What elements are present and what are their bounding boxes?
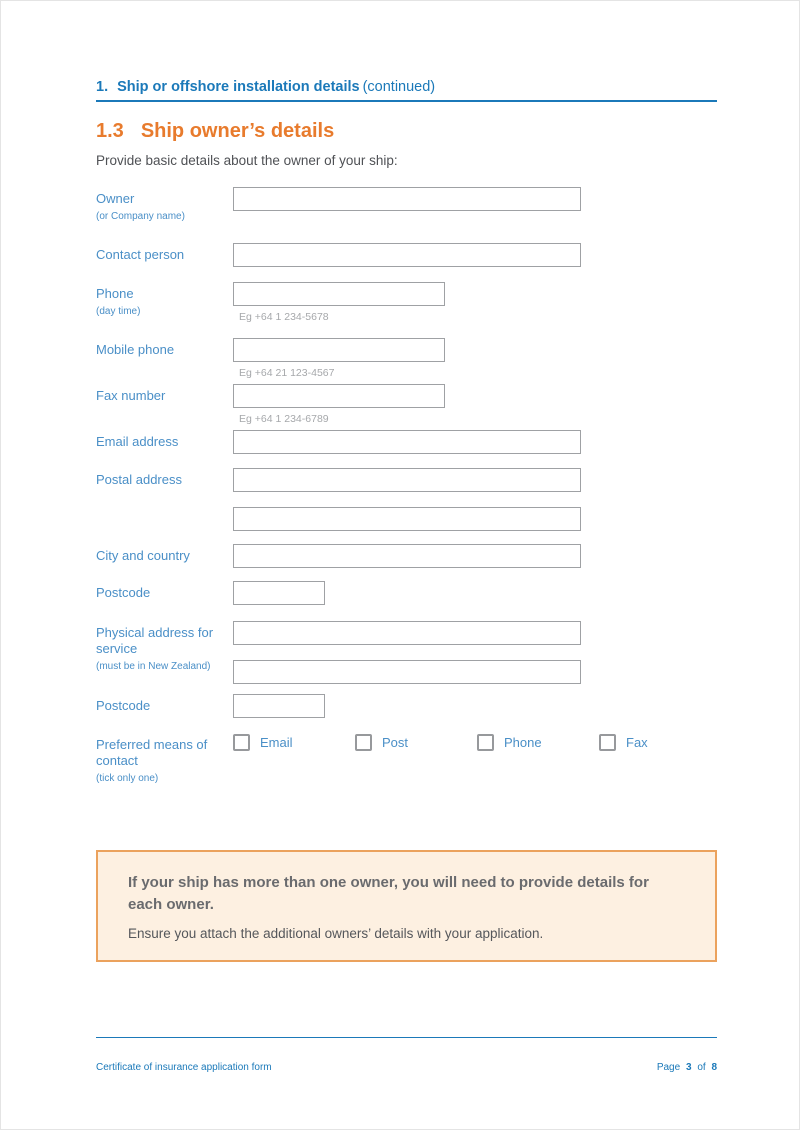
postcode-2-label-col bbox=[96, 694, 233, 714]
email-checkbox[interactable] bbox=[233, 734, 250, 751]
field-row-postcode-1 bbox=[96, 581, 717, 621]
contact-person-input[interactable] bbox=[233, 243, 581, 267]
preferred-contact-sublabel: (tick only one) bbox=[96, 773, 159, 784]
field-row-fax-number bbox=[96, 384, 717, 430]
section-header bbox=[96, 78, 717, 96]
physical-address-input-col bbox=[233, 621, 581, 684]
phone-input-col bbox=[233, 282, 445, 323]
phone-checkbox-label: Phone bbox=[504, 735, 542, 750]
physical-address-label: Physical address for service bbox=[96, 625, 214, 656]
contact-person-input-col bbox=[233, 243, 581, 267]
city-country-input[interactable] bbox=[233, 544, 581, 568]
postcode-2-input-col bbox=[233, 694, 325, 718]
subsection-number: 1.3 bbox=[96, 120, 124, 142]
page-indicator bbox=[654, 1062, 717, 1073]
contact-option-email bbox=[233, 734, 355, 751]
field-row-owner bbox=[96, 187, 717, 243]
email-checkbox-label: Email bbox=[260, 735, 293, 750]
physical-address-label-col bbox=[96, 621, 233, 673]
city-country-input-col bbox=[233, 544, 581, 568]
phone-hint: Eg +64 1 234-5678 bbox=[239, 311, 329, 323]
of-word: of bbox=[697, 1062, 706, 1073]
email-label: Email address bbox=[96, 434, 179, 449]
fax-number-input[interactable] bbox=[233, 384, 445, 408]
fax-input-col bbox=[233, 384, 445, 425]
footer-document-title: Certificate of insurance application form bbox=[96, 1062, 272, 1073]
section-number: 1. bbox=[96, 79, 109, 95]
intro-text: Provide basic details about the owner of your ship: bbox=[96, 153, 398, 168]
contact-person-label: Contact person bbox=[96, 247, 185, 262]
page-content bbox=[1, 1, 800, 1073]
owner-sublabel: (or Company name) bbox=[96, 211, 185, 222]
physical-address-input-2[interactable] bbox=[233, 660, 581, 684]
fax-label: Fax number bbox=[96, 388, 166, 403]
owner-details-form bbox=[96, 187, 717, 788]
field-row-preferred-contact bbox=[96, 733, 717, 788]
postal-address-label-col bbox=[96, 468, 233, 488]
page-number: 3 bbox=[685, 1062, 692, 1073]
contact-option-phone bbox=[477, 734, 599, 751]
header-rule bbox=[96, 100, 717, 102]
owner-label-col bbox=[96, 187, 233, 223]
field-row-contact-person bbox=[96, 243, 717, 282]
postcode-1-label-col bbox=[96, 581, 233, 601]
footer-rule bbox=[96, 1037, 717, 1038]
mobile-phone-label-col bbox=[96, 338, 233, 358]
phone-label: Phone bbox=[96, 286, 134, 301]
field-row-city-country bbox=[96, 544, 717, 581]
field-row-phone bbox=[96, 282, 717, 338]
postal-address-input-2[interactable] bbox=[233, 507, 581, 531]
total-pages: 8 bbox=[711, 1062, 717, 1073]
email-address-input[interactable] bbox=[233, 430, 581, 454]
postcode-1-label: Postcode bbox=[96, 585, 151, 600]
page-word: Page bbox=[656, 1062, 681, 1073]
email-input-col bbox=[233, 430, 581, 454]
contact-option-post bbox=[355, 734, 477, 751]
preferred-contact-label-col bbox=[96, 733, 233, 785]
owner-input-col bbox=[233, 187, 581, 211]
physical-address-input-1[interactable] bbox=[233, 621, 581, 645]
subsection-heading bbox=[96, 119, 717, 143]
multiple-owners-callout bbox=[96, 850, 717, 962]
fax-hint: Eg +64 1 234-6789 bbox=[239, 413, 329, 425]
postal-address-label: Postal address bbox=[96, 472, 182, 487]
owner-label: Owner bbox=[96, 191, 135, 206]
owner-input[interactable] bbox=[233, 187, 581, 211]
fax-checkbox-label: Fax bbox=[626, 735, 648, 750]
phone-checkbox[interactable] bbox=[477, 734, 494, 751]
contact-person-label-col bbox=[96, 243, 233, 263]
fax-label-col bbox=[96, 384, 233, 404]
field-row-postal-address bbox=[96, 468, 717, 544]
callout-heading: If your ship has more than one owner, you will need to provide details for each owner. bbox=[128, 874, 649, 913]
contact-option-fax bbox=[599, 734, 721, 751]
post-checkbox[interactable] bbox=[355, 734, 372, 751]
field-row-postcode-2 bbox=[96, 694, 717, 733]
post-checkbox-label: Post bbox=[382, 735, 409, 750]
field-row-mobile-phone bbox=[96, 338, 717, 384]
callout-body: Ensure you attach the additional owners’ details with your application. bbox=[128, 926, 544, 941]
fax-checkbox[interactable] bbox=[599, 734, 616, 751]
page-footer bbox=[96, 1062, 717, 1073]
mobile-phone-input[interactable] bbox=[233, 338, 445, 362]
preferred-contact-label: Preferred means of contact bbox=[96, 737, 208, 768]
postcode-1-input-col bbox=[233, 581, 325, 605]
physical-address-sublabel: (must be in New Zealand) bbox=[96, 661, 211, 672]
email-label-col bbox=[96, 430, 233, 450]
phone-label-col bbox=[96, 282, 233, 318]
mobile-phone-input-col bbox=[233, 338, 445, 379]
phone-sublabel: (day time) bbox=[96, 306, 141, 317]
postcode-input-2[interactable] bbox=[233, 694, 325, 718]
section-title: Ship or offshore installation details bbox=[117, 79, 360, 95]
contact-options-group bbox=[233, 733, 721, 751]
field-row-email-address bbox=[96, 430, 717, 468]
city-country-label: City and country bbox=[96, 548, 190, 563]
section-continued: (continued) bbox=[362, 79, 436, 95]
postcode-2-label: Postcode bbox=[96, 698, 151, 713]
postcode-input-1[interactable] bbox=[233, 581, 325, 605]
phone-input[interactable] bbox=[233, 282, 445, 306]
mobile-phone-hint: Eg +64 21 123-4567 bbox=[239, 367, 335, 379]
field-row-physical-address bbox=[96, 621, 717, 694]
postal-address-input-col bbox=[233, 468, 581, 531]
subsection-title: Ship owner’s details bbox=[140, 120, 335, 142]
mobile-phone-label: Mobile phone bbox=[96, 342, 175, 357]
city-country-label-col bbox=[96, 544, 233, 564]
postal-address-input-1[interactable] bbox=[233, 468, 581, 492]
